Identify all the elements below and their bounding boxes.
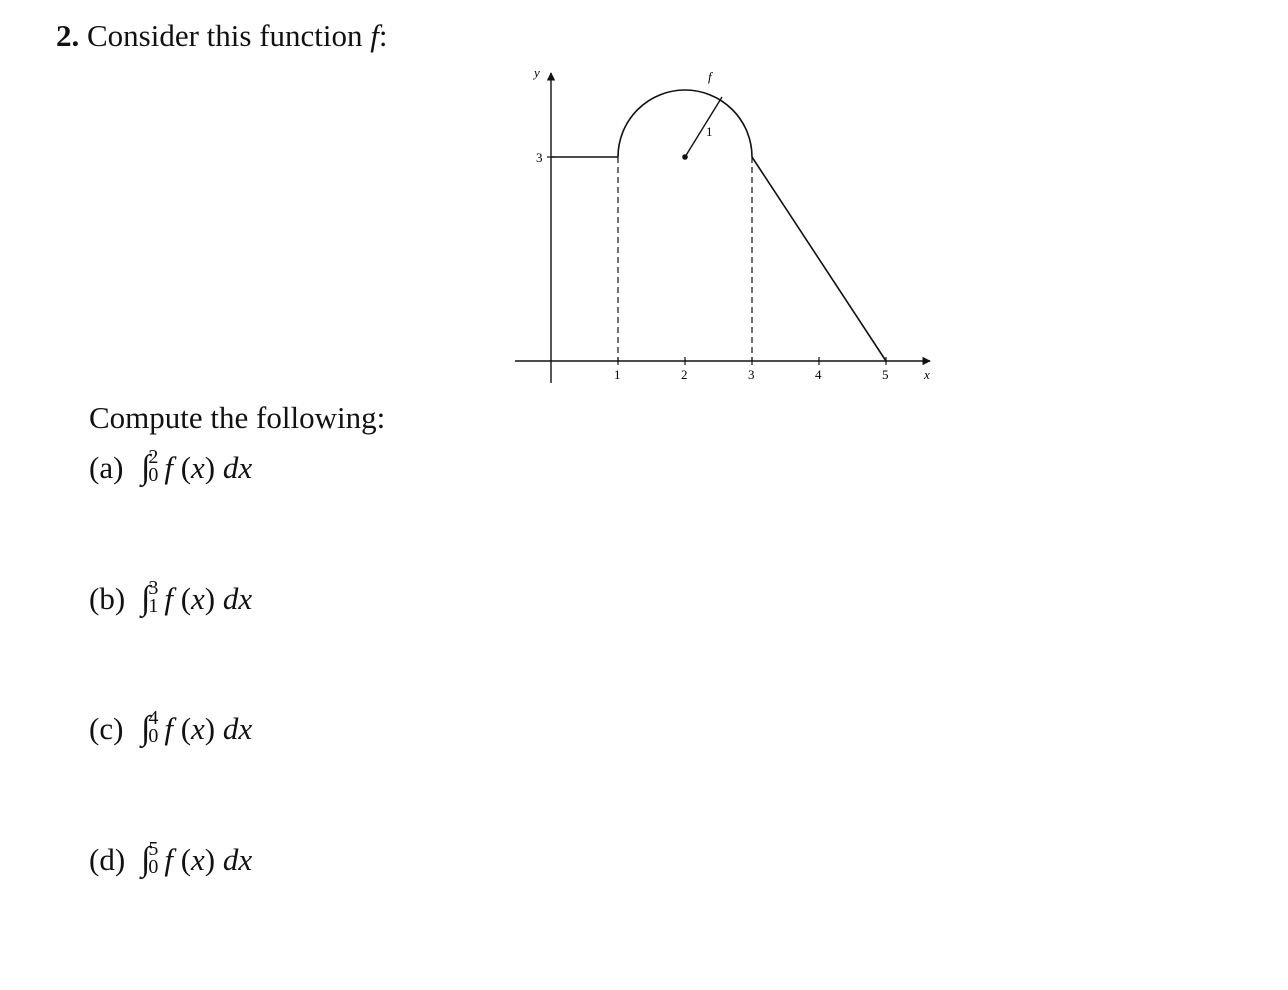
lower-limit: 1 [148,595,159,617]
radius-line [685,97,722,157]
integrand: f (x) dx [164,842,253,877]
part-label: (a) [89,450,124,485]
function-graph [500,55,950,395]
upper-limit: 5 [148,838,159,860]
graph-semicircle [618,90,752,157]
graph-segment-descending [752,157,886,361]
integral-sign: ∫ 4 0 [141,707,159,747]
x-axis-label: x [924,367,930,382]
upper-limit: 2 [148,446,159,468]
function-label: f [708,69,712,84]
integral-sign: ∫ 2 0 [141,446,159,486]
part-b [89,577,253,617]
part-label: (b) [89,581,126,616]
x-tick-label-5: 5 [882,367,889,382]
x-tick-label-4: 4 [815,367,822,382]
lower-limit: 0 [148,856,159,878]
problem-text: Consider this function [87,18,371,53]
integrand: f (x) dx [164,450,253,485]
y-tick-label-3: 3 [536,150,543,165]
part-label: (d) [89,842,126,877]
x-tick-label-1: 1 [614,367,621,382]
problem-number: 2. [56,18,80,53]
integrand: f (x) dx [164,711,253,746]
center-point [682,154,688,160]
problem-title [56,18,388,54]
integral-sign: ∫ 5 0 [141,838,159,878]
lower-limit: 0 [148,464,159,486]
problem-colon: : [378,18,388,53]
integral-sign: ∫ 3 1 [141,577,159,617]
x-tick-label-2: 2 [681,367,688,382]
part-d [89,838,253,878]
part-label: (c) [89,711,124,746]
problem-func: f [370,18,379,53]
y-axis-label: y [534,65,540,80]
upper-limit: 4 [148,707,159,729]
part-c [89,707,253,747]
radius-label: 1 [706,124,713,139]
lower-limit: 0 [148,725,159,747]
part-a [89,446,253,486]
upper-limit: 3 [148,577,159,599]
integrand: f (x) dx [164,581,253,616]
instructions: Compute the following: [89,400,386,435]
x-tick-label-3: 3 [748,367,755,382]
